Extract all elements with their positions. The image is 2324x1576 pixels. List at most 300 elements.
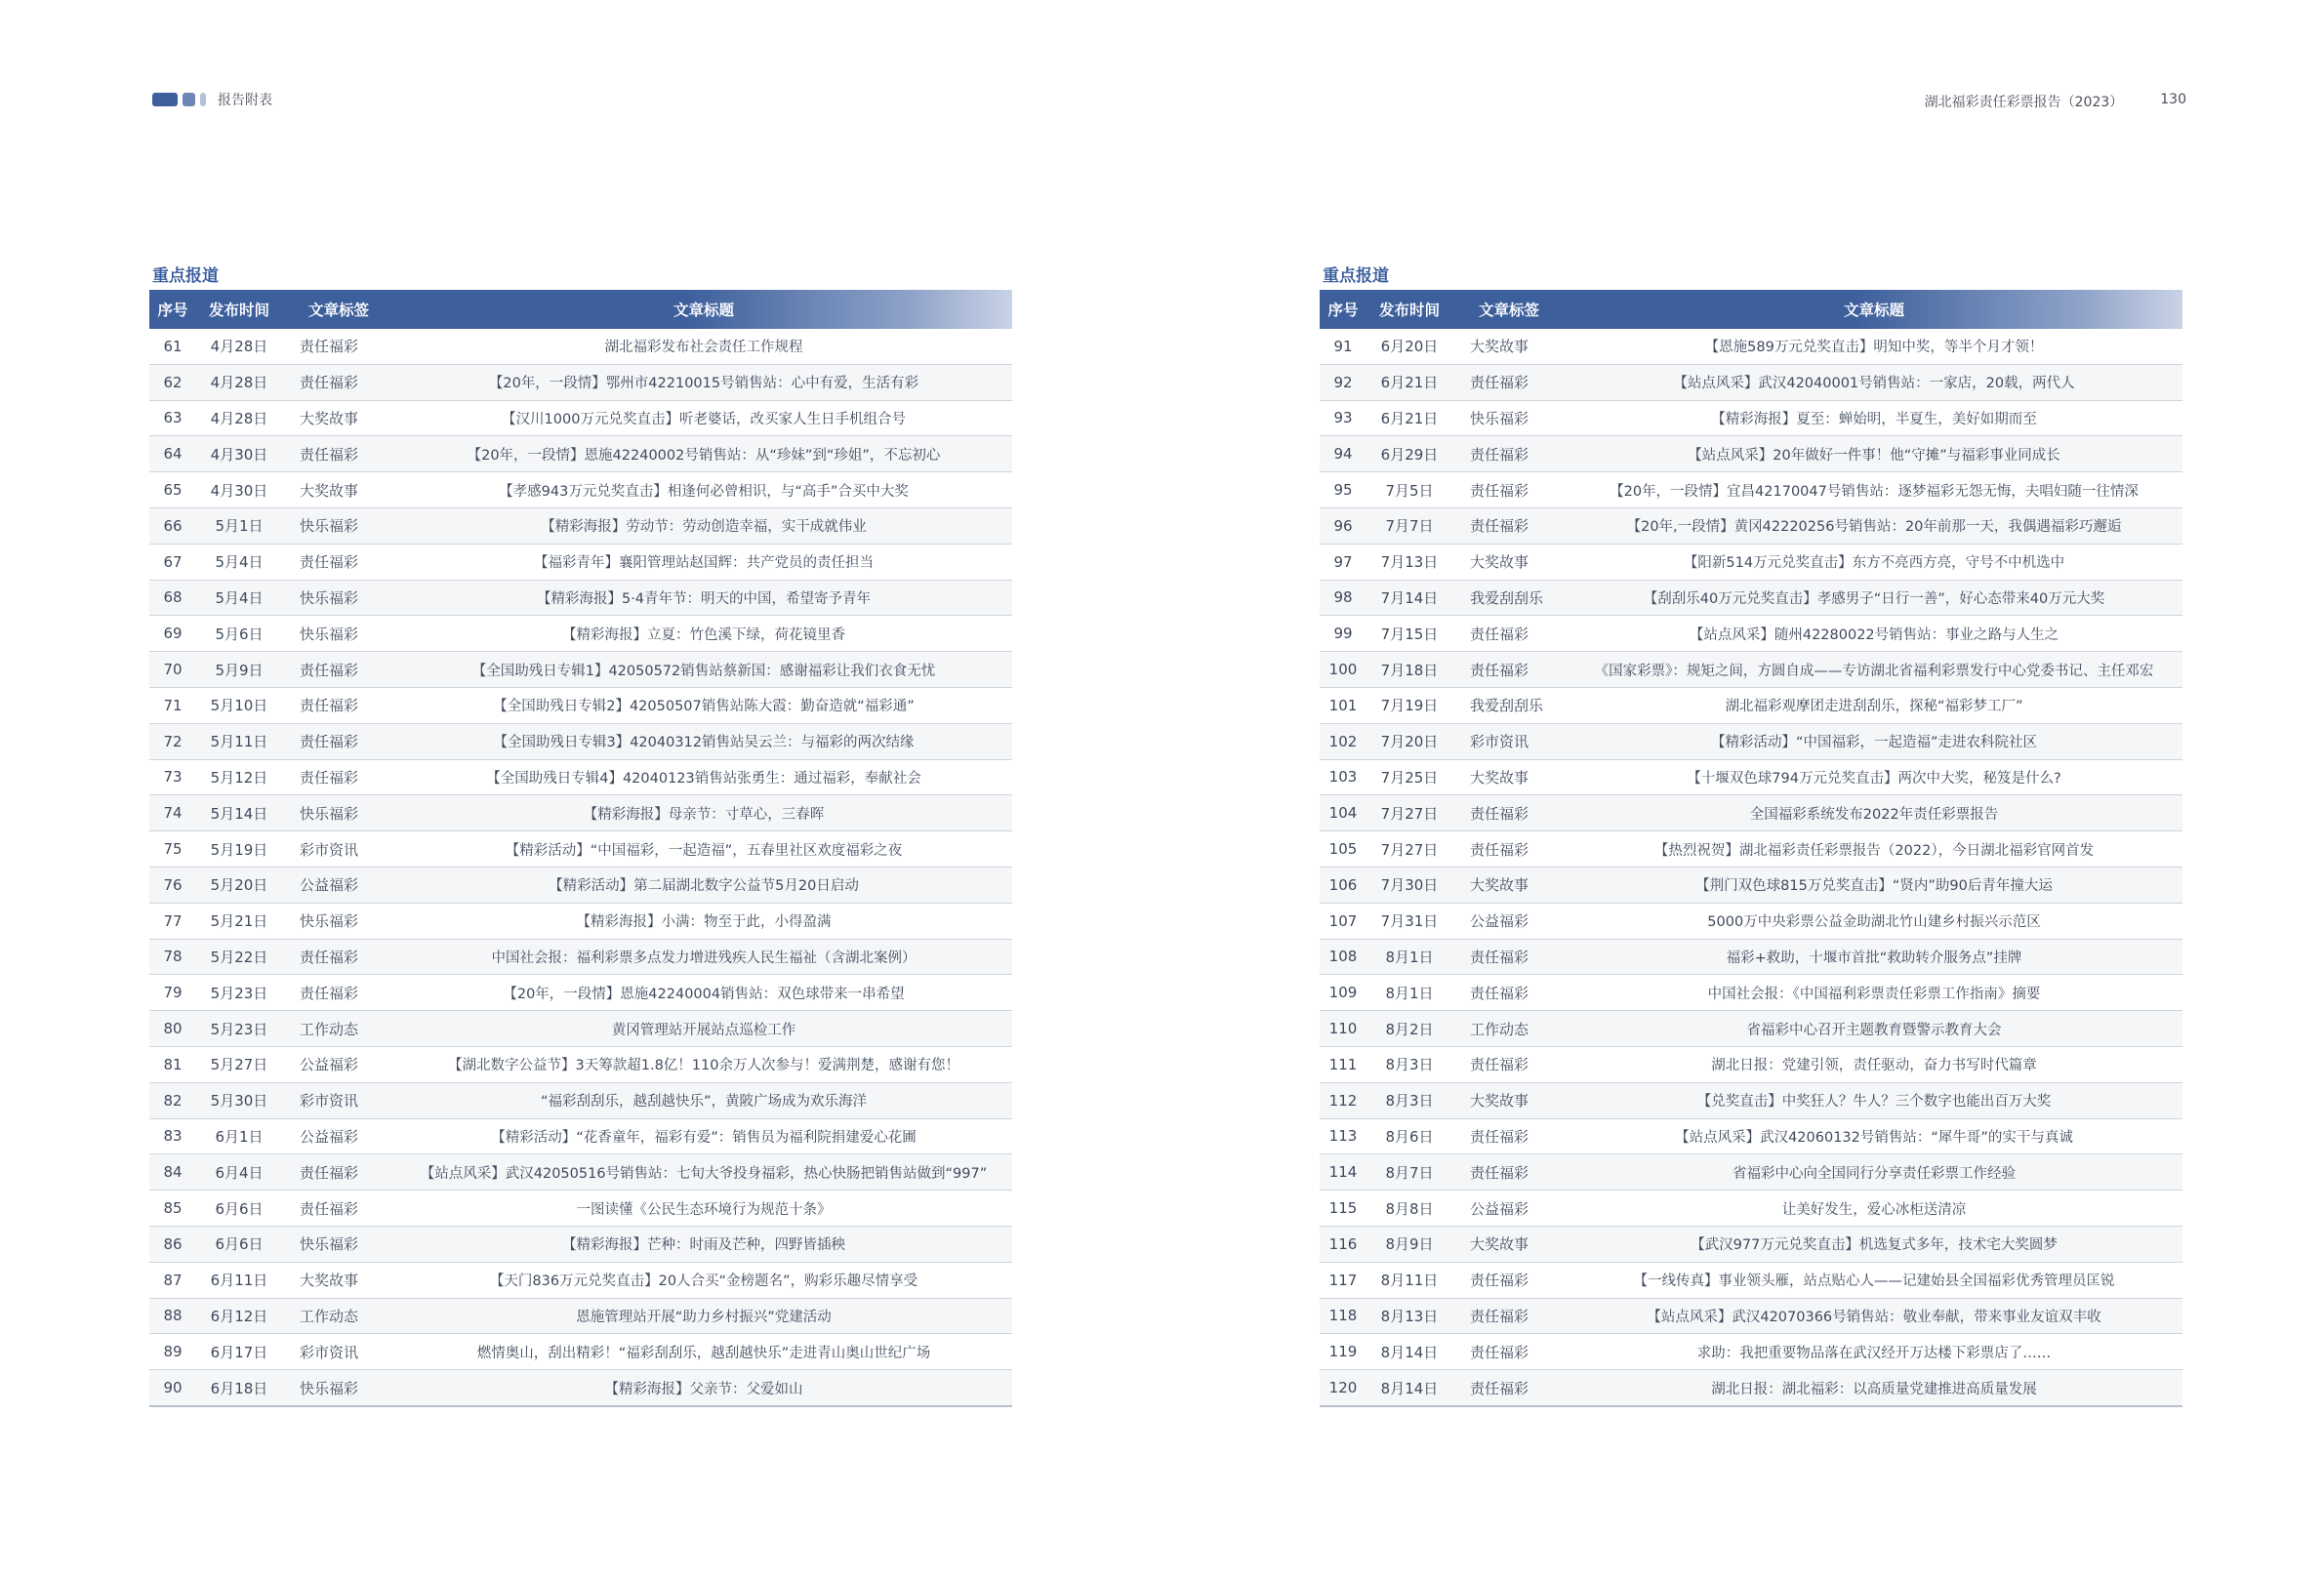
cell-seq: 79 bbox=[149, 975, 196, 1011]
cell-seq: 110 bbox=[1320, 1011, 1366, 1047]
cell-seq: 80 bbox=[149, 1011, 196, 1047]
table-row bbox=[1320, 1191, 2182, 1227]
cell-date: 6月17日 bbox=[196, 1334, 282, 1370]
cell-seq: 105 bbox=[1320, 831, 1366, 868]
cell-date: 7月19日 bbox=[1366, 687, 1452, 723]
cell-seq: 107 bbox=[1320, 903, 1366, 939]
cell-date: 6月21日 bbox=[1366, 400, 1452, 436]
cell-tag: 大奖故事 bbox=[282, 400, 395, 436]
cell-title: 【站点风采】20年做好一件事！他“守摊”与福彩事业同成长 bbox=[1566, 436, 2182, 472]
cell-date: 7月7日 bbox=[1366, 507, 1452, 544]
cell-tag: 快乐福彩 bbox=[1452, 400, 1566, 436]
cell-seq: 67 bbox=[149, 544, 196, 580]
cell-title: 【十堰双色球794万元兑奖直击】两次中大奖，秘笈是什么? bbox=[1566, 759, 2182, 795]
cell-tag: 快乐福彩 bbox=[282, 616, 395, 652]
cell-date: 8月6日 bbox=[1366, 1118, 1452, 1154]
table-row bbox=[149, 400, 1012, 436]
table-row bbox=[1320, 436, 2182, 472]
cell-tag: 我爱刮刮乐 bbox=[1452, 687, 1566, 723]
cell-date: 8月8日 bbox=[1366, 1191, 1452, 1227]
cell-date: 7月31日 bbox=[1366, 903, 1452, 939]
cell-title: 【孝感943万元兑奖直击】相逢何必曾相识，与“高手”合买中大奖 bbox=[395, 472, 1012, 508]
cell-title: 【全国助残日专辑4】42040123销售站张勇生：通过福彩，奉献社会 bbox=[395, 759, 1012, 795]
table-row bbox=[1320, 687, 2182, 723]
cell-date: 8月7日 bbox=[1366, 1154, 1452, 1191]
cell-date: 5月9日 bbox=[196, 652, 282, 688]
cell-date: 7月14日 bbox=[1366, 580, 1452, 616]
cell-title: 【全国助残日专辑2】42050507销售站陈大霞：勤奋造就“福彩通” bbox=[395, 687, 1012, 723]
cell-date: 8月3日 bbox=[1366, 1082, 1452, 1118]
column-header-title: 文章标题 bbox=[673, 302, 734, 319]
table-row bbox=[1320, 1118, 2182, 1154]
table-row bbox=[1320, 472, 2182, 508]
table-row bbox=[1320, 1154, 2182, 1191]
table-row bbox=[149, 329, 1012, 364]
table-row bbox=[1320, 795, 2182, 831]
cell-title: 湖北福彩观摩团走进刮刮乐，探秘“福彩梦工厂” bbox=[1566, 687, 2182, 723]
cell-seq: 72 bbox=[149, 723, 196, 759]
cell-title: 【荆门双色球815万兑奖直击】“贤内”助90后青年撞大运 bbox=[1566, 867, 2182, 903]
table-row bbox=[149, 652, 1012, 688]
cell-title: 【精彩海报】母亲节：寸草心，三春晖 bbox=[395, 795, 1012, 831]
cell-title: 【精彩海报】芒种：时雨及芒种，四野皆插秧 bbox=[395, 1226, 1012, 1262]
cell-date: 5月20日 bbox=[196, 867, 282, 903]
cell-title: 恩施管理站开展“助力乡村振兴”党建活动 bbox=[395, 1298, 1012, 1334]
cell-seq: 108 bbox=[1320, 939, 1366, 975]
cell-title: 【站点风采】武汉42070366号销售站：敬业奉献，带来事业友谊双丰收 bbox=[1566, 1298, 2182, 1334]
cell-seq: 94 bbox=[1320, 436, 1366, 472]
table-row bbox=[149, 903, 1012, 939]
cell-tag: 责任福彩 bbox=[1452, 1154, 1566, 1191]
cell-date: 5月22日 bbox=[196, 939, 282, 975]
table-row bbox=[1320, 939, 2182, 975]
cell-title: 【武汉977万元兑奖直击】机选复式多年，技术宅大奖圆梦 bbox=[1566, 1226, 2182, 1262]
cell-tag: 公益福彩 bbox=[282, 1118, 395, 1154]
cell-date: 5月4日 bbox=[196, 544, 282, 580]
cell-title: 【精彩海报】5·4青年节：明天的中国，希望寄予青年 bbox=[395, 580, 1012, 616]
table-row bbox=[1320, 759, 2182, 795]
cell-date: 5月1日 bbox=[196, 507, 282, 544]
table-row bbox=[149, 436, 1012, 472]
table-row bbox=[149, 1262, 1012, 1298]
cell-date: 7月20日 bbox=[1366, 723, 1452, 759]
cell-title: 【精彩海报】小满：物至于此，小得盈满 bbox=[395, 903, 1012, 939]
cell-title: 一图读懂《公民生态环境行为规范十条》 bbox=[395, 1191, 1012, 1227]
cell-date: 5月10日 bbox=[196, 687, 282, 723]
cell-seq: 99 bbox=[1320, 616, 1366, 652]
cell-date: 8月11日 bbox=[1366, 1262, 1452, 1298]
table-row bbox=[149, 1370, 1012, 1406]
table-row bbox=[149, 687, 1012, 723]
cell-title: 全国福彩系统发布2022年责任彩票报告 bbox=[1566, 795, 2182, 831]
cell-tag: 快乐福彩 bbox=[282, 903, 395, 939]
cell-date: 5月4日 bbox=[196, 580, 282, 616]
cell-date: 4月28日 bbox=[196, 400, 282, 436]
table-row bbox=[149, 1011, 1012, 1047]
cell-date: 6月20日 bbox=[1366, 329, 1452, 364]
cell-title: 【福彩青年】襄阳管理站赵国辉：共产党员的责任担当 bbox=[395, 544, 1012, 580]
cell-tag: 工作动态 bbox=[282, 1298, 395, 1334]
cell-date: 5月30日 bbox=[196, 1082, 282, 1118]
cell-seq: 64 bbox=[149, 436, 196, 472]
table-row bbox=[149, 867, 1012, 903]
cell-tag: 大奖故事 bbox=[1452, 1082, 1566, 1118]
table-row bbox=[149, 795, 1012, 831]
cell-date: 4月28日 bbox=[196, 364, 282, 400]
cell-date: 8月1日 bbox=[1366, 939, 1452, 975]
table-row bbox=[149, 507, 1012, 544]
cell-tag: 责任福彩 bbox=[282, 759, 395, 795]
cell-date: 4月30日 bbox=[196, 472, 282, 508]
table-row bbox=[1320, 867, 2182, 903]
cell-seq: 120 bbox=[1320, 1370, 1366, 1406]
cell-date: 8月14日 bbox=[1366, 1334, 1452, 1370]
cell-tag: 大奖故事 bbox=[1452, 759, 1566, 795]
cell-seq: 109 bbox=[1320, 975, 1366, 1011]
cell-title: 求助：我把重要物品落在武汉经开万达楼下彩票店了…… bbox=[1566, 1334, 2182, 1370]
cell-date: 6月6日 bbox=[196, 1226, 282, 1262]
cell-date: 5月27日 bbox=[196, 1046, 282, 1082]
report-title: 湖北福彩责任彩票报告（2023） bbox=[1924, 95, 2124, 110]
cell-title: 湖北福彩发布社会责任工作规程 bbox=[395, 329, 1012, 364]
cell-tag: 大奖故事 bbox=[1452, 1226, 1566, 1262]
cell-seq: 84 bbox=[149, 1154, 196, 1191]
cell-title: 【精彩海报】立夏：竹色溪下绿，荷花镜里香 bbox=[395, 616, 1012, 652]
table-row bbox=[1320, 831, 2182, 868]
cell-tag: 大奖故事 bbox=[1452, 544, 1566, 580]
cell-seq: 116 bbox=[1320, 1226, 1366, 1262]
cell-date: 8月13日 bbox=[1366, 1298, 1452, 1334]
cell-tag: 责任福彩 bbox=[282, 329, 395, 364]
cell-title: 【精彩活动】第二届湖北数字公益节5月20日启动 bbox=[395, 867, 1012, 903]
page-header-left bbox=[152, 90, 272, 109]
cell-title: 【汉川1000万元兑奖直击】听老婆话，改买家人生日手机组合号 bbox=[395, 400, 1012, 436]
cell-seq: 90 bbox=[149, 1370, 196, 1406]
cell-tag: 责任福彩 bbox=[1452, 1370, 1566, 1406]
cell-title: 【精彩活动】“中国福彩，一起造福”，五春里社区欢度福彩之夜 bbox=[395, 831, 1012, 868]
cell-date: 7月18日 bbox=[1366, 652, 1452, 688]
cell-date: 8月2日 bbox=[1366, 1011, 1452, 1047]
table-header-row bbox=[1320, 290, 2182, 329]
table-row bbox=[149, 1082, 1012, 1118]
report-table-right bbox=[1320, 290, 2182, 1407]
cell-seq: 66 bbox=[149, 507, 196, 544]
cell-seq: 101 bbox=[1320, 687, 1366, 723]
table-row bbox=[149, 1226, 1012, 1262]
cell-seq: 76 bbox=[149, 867, 196, 903]
cell-tag: 彩市资讯 bbox=[282, 1082, 395, 1118]
cell-date: 8月9日 bbox=[1366, 1226, 1452, 1262]
table-row bbox=[149, 580, 1012, 616]
cell-date: 6月1日 bbox=[196, 1118, 282, 1154]
table-row bbox=[149, 939, 1012, 975]
cell-title: 【刮刮乐40万元兑奖直击】孝感男子“日行一善”，好心态带来40万元大奖 bbox=[1566, 580, 2182, 616]
cell-title: 【精彩活动】“花香童年，福彩有爱”：销售员为福利院捐建爱心花圃 bbox=[395, 1118, 1012, 1154]
column-header-title: 文章标题 bbox=[1843, 302, 1904, 319]
cell-title: 省福彩中心召开主题教育暨警示教育大会 bbox=[1566, 1011, 2182, 1047]
column-header-seq: 序号 bbox=[157, 302, 188, 319]
table-row bbox=[149, 1298, 1012, 1334]
cell-title: “福彩刮刮乐，越刮越快乐”，黄陂广场成为欢乐海洋 bbox=[395, 1082, 1012, 1118]
cell-seq: 71 bbox=[149, 687, 196, 723]
cell-title: 【湖北数字公益节】3天筹款超1.8亿！110余万人次参与！爱满荆楚，感谢有您！ bbox=[395, 1046, 1012, 1082]
table-row bbox=[1320, 1082, 2182, 1118]
cell-tag: 责任福彩 bbox=[282, 687, 395, 723]
cell-seq: 92 bbox=[1320, 364, 1366, 400]
cell-tag: 大奖故事 bbox=[1452, 329, 1566, 364]
cell-title: 【兑奖直击】中奖狂人？牛人？三个数字也能出百万大奖 bbox=[1566, 1082, 2182, 1118]
cell-title: 中国社会报：《中国福利彩票责任彩票工作指南》摘要 bbox=[1566, 975, 2182, 1011]
cell-date: 7月27日 bbox=[1366, 831, 1452, 868]
cell-title: 【20年,一段情】黄冈42220256号销售站：20年前那一天，我偶遇福彩巧邂逅 bbox=[1566, 507, 2182, 544]
cell-seq: 63 bbox=[149, 400, 196, 436]
cell-seq: 119 bbox=[1320, 1334, 1366, 1370]
column-header-tag: 文章标签 bbox=[1478, 302, 1539, 319]
table-row bbox=[149, 616, 1012, 652]
cell-seq: 114 bbox=[1320, 1154, 1366, 1191]
cell-date: 6月29日 bbox=[1366, 436, 1452, 472]
cell-tag: 责任福彩 bbox=[1452, 939, 1566, 975]
table-row bbox=[149, 831, 1012, 868]
cell-seq: 112 bbox=[1320, 1082, 1366, 1118]
cell-tag: 公益福彩 bbox=[1452, 903, 1566, 939]
cell-title: 【20年，一段情】恩施42240004销售站：双色球带来一串希望 bbox=[395, 975, 1012, 1011]
table-row bbox=[1320, 364, 2182, 400]
table-row bbox=[1320, 544, 2182, 580]
cell-date: 5月21日 bbox=[196, 903, 282, 939]
cell-tag: 责任福彩 bbox=[1452, 364, 1566, 400]
cell-seq: 104 bbox=[1320, 795, 1366, 831]
cell-seq: 102 bbox=[1320, 723, 1366, 759]
cell-seq: 75 bbox=[149, 831, 196, 868]
cell-date: 6月18日 bbox=[196, 1370, 282, 1406]
cell-title: 【站点风采】武汉42060132号销售站：“犀牛哥”的实干与真诚 bbox=[1566, 1118, 2182, 1154]
cell-date: 8月1日 bbox=[1366, 975, 1452, 1011]
cell-tag: 责任福彩 bbox=[1452, 436, 1566, 472]
cell-tag: 工作动态 bbox=[282, 1011, 395, 1047]
cell-seq: 77 bbox=[149, 903, 196, 939]
cell-seq: 113 bbox=[1320, 1118, 1366, 1154]
cell-tag: 责任福彩 bbox=[282, 652, 395, 688]
cell-tag: 大奖故事 bbox=[282, 472, 395, 508]
table-row bbox=[1320, 723, 2182, 759]
report-table-left bbox=[149, 290, 1012, 1407]
cell-date: 6月11日 bbox=[196, 1262, 282, 1298]
cell-seq: 98 bbox=[1320, 580, 1366, 616]
table-row bbox=[149, 1334, 1012, 1370]
left-table-section bbox=[149, 266, 1012, 1407]
cell-seq: 93 bbox=[1320, 400, 1366, 436]
cell-seq: 69 bbox=[149, 616, 196, 652]
cell-title: 省福彩中心向全国同行分享责任彩票工作经验 bbox=[1566, 1154, 2182, 1191]
cell-seq: 115 bbox=[1320, 1191, 1366, 1227]
section-logo-icon bbox=[152, 93, 206, 106]
cell-tag: 大奖故事 bbox=[1452, 867, 1566, 903]
cell-title: 【精彩海报】劳动节：劳动创造幸福，实干成就伟业 bbox=[395, 507, 1012, 544]
column-header-seq: 序号 bbox=[1327, 302, 1359, 319]
cell-tag: 彩市资讯 bbox=[282, 831, 395, 868]
cell-tag: 我爱刮刮乐 bbox=[1452, 580, 1566, 616]
cell-seq: 103 bbox=[1320, 759, 1366, 795]
cell-tag: 快乐福彩 bbox=[282, 1226, 395, 1262]
cell-tag: 责任福彩 bbox=[1452, 1046, 1566, 1082]
table-row bbox=[1320, 903, 2182, 939]
table-row bbox=[1320, 400, 2182, 436]
cell-date: 7月15日 bbox=[1366, 616, 1452, 652]
cell-tag: 责任福彩 bbox=[1452, 975, 1566, 1011]
cell-title: 【站点风采】武汉42050516号销售站：七旬大爷投身福彩，热心快肠把销售站做到“997” bbox=[395, 1154, 1012, 1191]
cell-title: 【恩施589万元兑奖直击】明知中奖，等半个月才领！ bbox=[1566, 329, 2182, 364]
cell-date: 7月13日 bbox=[1366, 544, 1452, 580]
cell-seq: 106 bbox=[1320, 867, 1366, 903]
table-row bbox=[1320, 507, 2182, 544]
table-body bbox=[149, 329, 1012, 1406]
cell-date: 5月23日 bbox=[196, 975, 282, 1011]
cell-tag: 责任福彩 bbox=[282, 939, 395, 975]
cell-tag: 公益福彩 bbox=[1452, 1191, 1566, 1227]
table-row bbox=[149, 472, 1012, 508]
cell-tag: 责任福彩 bbox=[1452, 1298, 1566, 1334]
cell-seq: 81 bbox=[149, 1046, 196, 1082]
cell-seq: 117 bbox=[1320, 1262, 1366, 1298]
table-row bbox=[149, 364, 1012, 400]
page-number: 130 bbox=[2160, 92, 2186, 107]
cell-tag: 快乐福彩 bbox=[282, 1370, 395, 1406]
cell-title: 【站点风采】随州42280022号销售站：事业之路与人生之 bbox=[1566, 616, 2182, 652]
cell-title: 【20年，一段情】宜昌42170047号销售站：逐梦福彩无怨无悔，夫唱妇随一往情深 bbox=[1566, 472, 2182, 508]
table-row bbox=[149, 723, 1012, 759]
cell-tag: 责任福彩 bbox=[1452, 831, 1566, 868]
cell-tag: 彩市资讯 bbox=[282, 1334, 395, 1370]
cell-seq: 62 bbox=[149, 364, 196, 400]
cell-date: 7月5日 bbox=[1366, 472, 1452, 508]
table-row bbox=[149, 1046, 1012, 1082]
table-row bbox=[149, 1154, 1012, 1191]
cell-title: 【站点风采】武汉42040001号销售站：一家店，20载，两代人 bbox=[1566, 364, 2182, 400]
table-body bbox=[1320, 329, 2182, 1406]
column-header-date: 发布时间 bbox=[1378, 302, 1440, 319]
cell-title: 【20年，一段情】恩施42240002号销售站：从“珍妹”到“珍姐”，不忘初心 bbox=[395, 436, 1012, 472]
cell-seq: 91 bbox=[1320, 329, 1366, 364]
table-row bbox=[1320, 975, 2182, 1011]
cell-seq: 85 bbox=[149, 1191, 196, 1227]
cell-seq: 87 bbox=[149, 1262, 196, 1298]
cell-date: 6月6日 bbox=[196, 1191, 282, 1227]
cell-title: 【20年，一段情】鄂州市42210015号销售站：心中有爱，生活有彩 bbox=[395, 364, 1012, 400]
cell-seq: 88 bbox=[149, 1298, 196, 1334]
cell-seq: 97 bbox=[1320, 544, 1366, 580]
table-title: 重点报道 bbox=[1323, 266, 1389, 286]
cell-tag: 责任福彩 bbox=[282, 975, 395, 1011]
cell-title: 5000万中央彩票公益金助湖北竹山建乡村振兴示范区 bbox=[1566, 903, 2182, 939]
cell-seq: 96 bbox=[1320, 507, 1366, 544]
section-label: 报告附表 bbox=[218, 93, 272, 108]
cell-tag: 责任福彩 bbox=[1452, 507, 1566, 544]
cell-title: 福彩+救助，十堰市首批“救助转介服务点”挂牌 bbox=[1566, 939, 2182, 975]
cell-tag: 工作动态 bbox=[1452, 1011, 1566, 1047]
table-row bbox=[149, 1191, 1012, 1227]
cell-tag: 责任福彩 bbox=[1452, 795, 1566, 831]
cell-title: 【天门836万元兑奖直击】20人合买“金榜题名”，购彩乐趣尽情享受 bbox=[395, 1262, 1012, 1298]
cell-date: 8月3日 bbox=[1366, 1046, 1452, 1082]
cell-date: 5月11日 bbox=[196, 723, 282, 759]
cell-date: 6月4日 bbox=[196, 1154, 282, 1191]
cell-tag: 责任福彩 bbox=[282, 436, 395, 472]
cell-seq: 86 bbox=[149, 1226, 196, 1262]
cell-title: 【精彩海报】夏至：蝉始明，半夏生，美好如期而至 bbox=[1566, 400, 2182, 436]
table-row bbox=[149, 1118, 1012, 1154]
cell-title: 【全国助残日专辑1】42050572销售站蔡新国：感谢福彩让我们衣食无忧 bbox=[395, 652, 1012, 688]
cell-seq: 70 bbox=[149, 652, 196, 688]
cell-tag: 责任福彩 bbox=[282, 544, 395, 580]
cell-title: 【阳新514万元兑奖直击】东方不亮西方亮，守号不中机选中 bbox=[1566, 544, 2182, 580]
cell-date: 6月12日 bbox=[196, 1298, 282, 1334]
cell-seq: 78 bbox=[149, 939, 196, 975]
table-row bbox=[1320, 1046, 2182, 1082]
cell-seq: 74 bbox=[149, 795, 196, 831]
cell-tag: 责任福彩 bbox=[282, 1191, 395, 1227]
cell-title: 湖北日报：党建引领，责任驱动，奋力书写时代篇章 bbox=[1566, 1046, 2182, 1082]
cell-title: 【精彩活动】“中国福彩，一起造福”走进农科院社区 bbox=[1566, 723, 2182, 759]
cell-tag: 责任福彩 bbox=[282, 1154, 395, 1191]
cell-date: 5月6日 bbox=[196, 616, 282, 652]
cell-date: 6月21日 bbox=[1366, 364, 1452, 400]
cell-tag: 责任福彩 bbox=[282, 723, 395, 759]
cell-date: 5月19日 bbox=[196, 831, 282, 868]
cell-title: 让美好发生，爱心冰柜送清凉 bbox=[1566, 1191, 2182, 1227]
cell-title: 湖北日报：湖北福彩：以高质量党建推进高质量发展 bbox=[1566, 1370, 2182, 1406]
cell-seq: 95 bbox=[1320, 472, 1366, 508]
table-title: 重点报道 bbox=[152, 266, 219, 286]
table-row bbox=[149, 759, 1012, 795]
cell-tag: 责任福彩 bbox=[1452, 1118, 1566, 1154]
column-header-date: 发布时间 bbox=[208, 302, 269, 319]
column-header-tag: 文章标签 bbox=[307, 302, 369, 319]
cell-title: 【全国助残日专辑3】42040312销售站吴云兰：与福彩的两次结缘 bbox=[395, 723, 1012, 759]
table-row bbox=[1320, 1298, 2182, 1334]
table-header-row bbox=[149, 290, 1012, 329]
cell-date: 5月23日 bbox=[196, 1011, 282, 1047]
cell-title: 中国社会报：福利彩票多点发力增进残疾人民生福祉（含湖北案例） bbox=[395, 939, 1012, 975]
cell-tag: 大奖故事 bbox=[282, 1262, 395, 1298]
cell-title: 《国家彩票》：规矩之间，方圆自成——专访湖北省福利彩票发行中心党委书记、主任邓宏 bbox=[1566, 652, 2182, 688]
cell-tag: 快乐福彩 bbox=[282, 795, 395, 831]
cell-tag: 责任福彩 bbox=[1452, 616, 1566, 652]
table-row bbox=[1320, 1226, 2182, 1262]
cell-title: 【精彩海报】父亲节：父爱如山 bbox=[395, 1370, 1012, 1406]
cell-tag: 责任福彩 bbox=[282, 364, 395, 400]
cell-title: 黄冈管理站开展站点巡检工作 bbox=[395, 1011, 1012, 1047]
cell-seq: 111 bbox=[1320, 1046, 1366, 1082]
cell-title: 【热烈祝贺】湖北福彩责任彩票报告（2022），今日湖北福彩官网首发 bbox=[1566, 831, 2182, 868]
cell-seq: 89 bbox=[149, 1334, 196, 1370]
cell-date: 7月25日 bbox=[1366, 759, 1452, 795]
cell-tag: 责任福彩 bbox=[1452, 472, 1566, 508]
cell-seq: 83 bbox=[149, 1118, 196, 1154]
cell-date: 5月12日 bbox=[196, 759, 282, 795]
cell-seq: 68 bbox=[149, 580, 196, 616]
cell-seq: 73 bbox=[149, 759, 196, 795]
cell-tag: 责任福彩 bbox=[1452, 1334, 1566, 1370]
table-row bbox=[1320, 1262, 2182, 1298]
table-row bbox=[149, 975, 1012, 1011]
table-row bbox=[1320, 329, 2182, 364]
cell-date: 4月30日 bbox=[196, 436, 282, 472]
cell-tag: 快乐福彩 bbox=[282, 580, 395, 616]
cell-tag: 彩市资讯 bbox=[1452, 723, 1566, 759]
cell-seq: 118 bbox=[1320, 1298, 1366, 1334]
cell-date: 7月30日 bbox=[1366, 867, 1452, 903]
